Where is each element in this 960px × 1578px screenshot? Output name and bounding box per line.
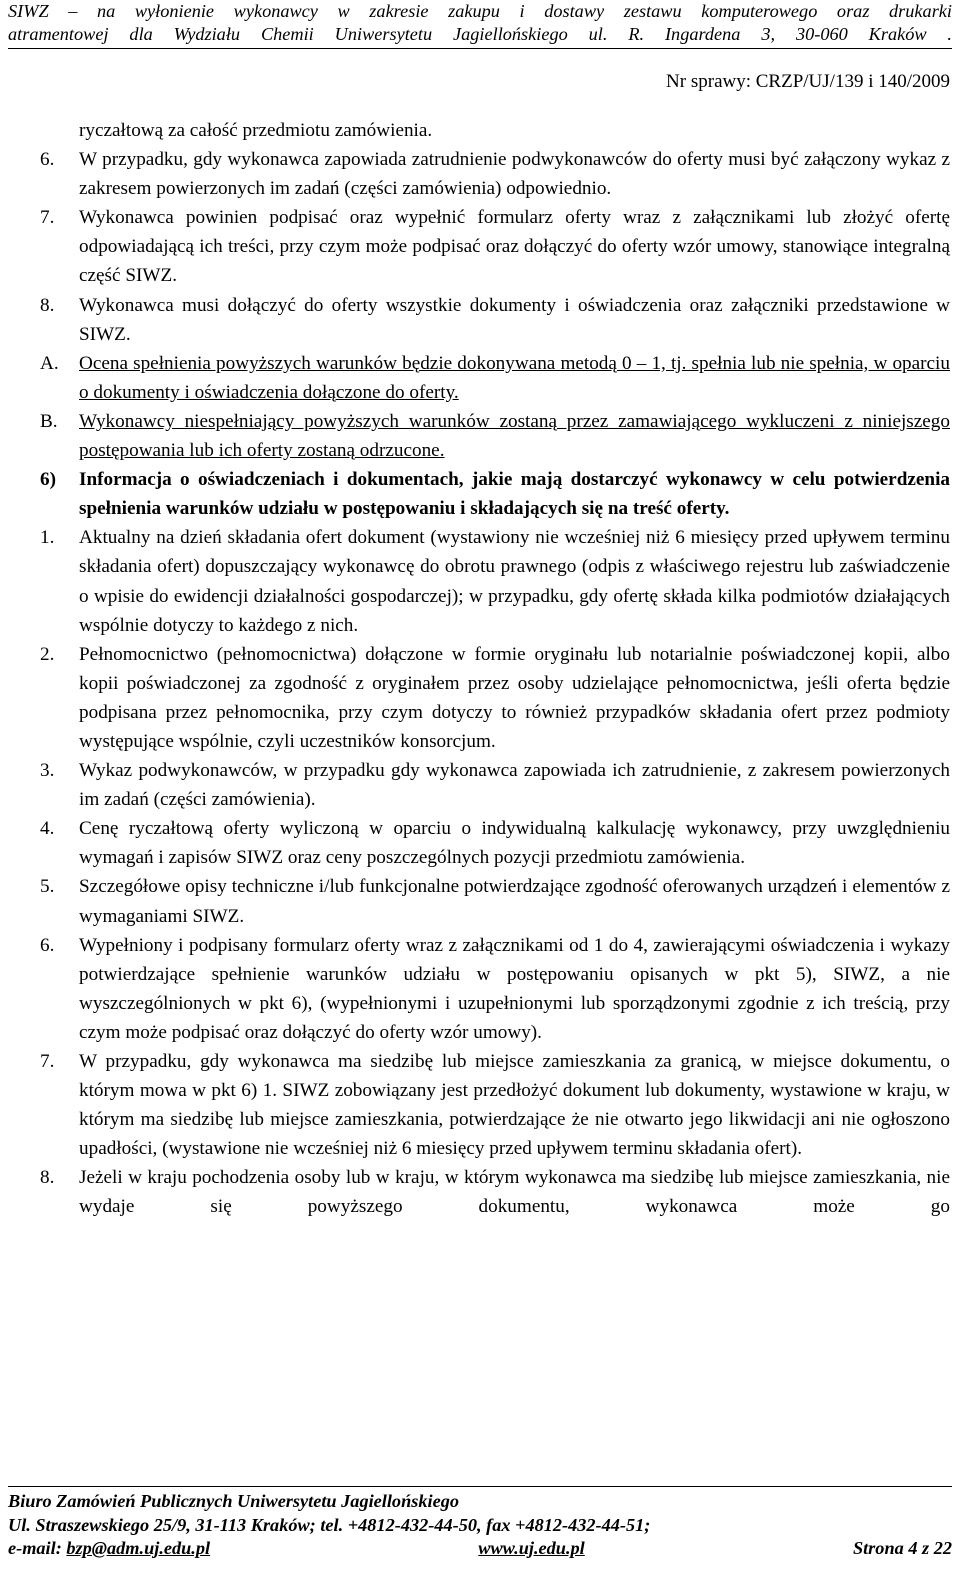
page-number: Strona 4 z 22 <box>852 1538 952 1558</box>
list-item <box>40 1047 950 1163</box>
item-number: 2. <box>40 643 55 665</box>
list-item <box>40 814 950 872</box>
item-text: Wykonawcy niespełniający powyższych warunków zostaną przez zamawiającego wykluczeni z niniejszego postępowania lub ich oferty zostaną odrzucone. <box>79 410 950 462</box>
item-number: 7. <box>40 207 55 229</box>
section-number: 6) <box>40 469 56 491</box>
item-number: 6. <box>40 934 55 956</box>
footer-email-label: e-mail: <box>8 1538 67 1558</box>
list-item <box>40 931 950 1047</box>
item-text: Wykonawca powinien podpisać oraz wypełnić formularz oferty wraz z załącznikami lub złożyć ofertę odpowiadającą ich treści, przy czym może podpisać oraz dołączyć do oferty wzór umowy, stanowiące integralną część SIWZ. <box>79 207 950 287</box>
item-text: Jeżeli w kraju pochodzenia osoby lub w kraju, w którym wykonawca ma siedzibę lub miejsce zamieszkania, nie wydaje się powyższego dokumentu, wykonawca może go <box>79 1167 950 1218</box>
item-number: 4. <box>40 818 55 840</box>
item-text: Aktualny na dzień składania ofert dokument (wystawiony nie wcześniej niż 6 miesięcy przed upływem terminu składania ofert) dopuszczający wykonawcę do obrotu prawnego (odpis z właściwego rejestru lub zaświadczenie o wpisie do ewidencji działalności gospodarczej); w przypadku, gdy ofertę składa kilka podmiotów działających wspólnie dotyczy to każdego z nich. <box>79 527 950 636</box>
list-item <box>40 523 950 639</box>
footer-contact-row <box>8 1537 952 1561</box>
section-heading-6 <box>40 465 950 523</box>
section-title: Informacja o oświadczeniach i dokumentach, jakie mają dostarczyć wykonawcy w celu potwierdzenia spełnienia warunków udziału w postępowaniu i składających się na treść oferty. <box>79 469 950 520</box>
item-text: Wykaz podwykonawców, w przypadku gdy wykonawca zapowiada ich zatrudnienie, z zakresem powierzonych im zadań (części zamówienia). <box>79 760 950 811</box>
list-item-a <box>40 349 950 407</box>
footer-rule <box>8 1486 952 1487</box>
item-text: Wypełniony i podpisany formularz oferty wraz z załącznikami od 1 do 4, zawierającymi oświadczenia i wykazy potwierdzające spełnienie warunków udziału w postępowaniu opisanych w pkt 5), SIWZ, a nie wyszczególnionych w pkt 6), (wypełnionymi i uzupełnionymi lub sporządzonymi zgodnie z ich treścią, przy czym może podpisać oraz dołączyć do oferty wzór umowy). <box>79 934 950 1043</box>
header-rule <box>8 48 952 49</box>
website-link[interactable]: www.uj.edu.pl <box>478 1538 585 1558</box>
list-item <box>40 1163 950 1221</box>
header-title-line-1: SIWZ – na wyłonienie wykonawcy w zakresie zakupu i dostawy zestawu komputerowego oraz drukarki <box>8 1 952 21</box>
item-text: Ocena spełnienia powyższych warunków będzie dokonywana metodą 0 – 1, tj. spełnia lub nie spełnia, w oparciu o dokumenty i oświadczenia dołączone do oferty. <box>79 352 950 403</box>
case-number: Nr sprawy: CRZP/UJ/139 i 140/2009 <box>666 71 950 92</box>
list-item <box>40 291 950 349</box>
list-item <box>40 640 950 756</box>
item-number: 8. <box>40 1167 55 1189</box>
document-body <box>40 116 950 1222</box>
item-text: Wykonawca musi dołączyć do oferty wszystkie dokumenty i oświadczenia oraz załączniki przedstawione w SIWZ. <box>79 294 950 345</box>
page-header <box>8 0 952 49</box>
list-item-b <box>40 407 950 465</box>
item-text: Cenę ryczałtową oferty wyliczoną w oparciu o indywidualną kalkulację wykonawcy, przy uwzględnieniu wymagań i zapisów SIWZ oraz ceny poszczególnych pozycji przedmiotu zamówienia. <box>79 818 950 869</box>
item-number: 1. <box>40 527 55 549</box>
footer-office-name: Biuro Zamówień Publicznych Uniwersytetu Jagiellońskiego <box>8 1491 459 1511</box>
list-item <box>40 872 950 930</box>
item-number: 3. <box>40 760 55 782</box>
list-item <box>40 756 950 814</box>
item-number: A. <box>40 352 59 374</box>
item-text: Pełnomocnictwo (pełnomocnictwa) dołączone w formie oryginału lub notarialnie poświadczonej kopii, albo kopii poświadczonej za zgodność z oryginałem przez osoby udzielające pełnomocnictwa, jeśli oferta będzie podpisana przez pełnomocnika, przy czym dotyczy to również przypadków składania ofert przez podmioty występujące wspólnie, czyli uczestników konsorcjum. <box>79 643 950 752</box>
footer-email-group <box>8 1537 210 1561</box>
list-item <box>40 145 950 203</box>
item-text: Szczegółowe opisy techniczne i/lub funkcjonalne potwierdzające zgodność oferowanych urządzeń i elementów z wymaganiami SIWZ. <box>79 876 950 927</box>
item-number: 5. <box>40 876 55 898</box>
email-link[interactable]: bzp@adm.uj.edu.pl <box>66 1538 211 1558</box>
page-footer <box>8 1486 952 1561</box>
item-text: W przypadku, gdy wykonawca ma siedzibę lub miejsce zamieszkania za granicą, w miejsce dokumentu, o którym mowa w pkt 6) 1. SIWZ zobowiązany jest przedłożyć dokument lub dokumenty, wystawione w kraju, w którym ma siedzibę lub miejsce zamieszkania, potwierdzające że nie otwarto jego likwidacji ani nie ogłoszono upadłości, (wystawione nie wcześniej niż 6 miesięcy przed upływem terminu składania ofert). <box>79 1051 950 1160</box>
footer-address: Ul. Straszewskiego 25/9, 31-113 Kraków; tel. +4812-432-44-50, fax +4812-432-44-51; <box>8 1514 651 1535</box>
list-item <box>40 203 950 290</box>
item-number: B. <box>40 410 58 432</box>
item-text: W przypadku, gdy wykonawca zapowiada zatrudnienie podwykonawców do oferty musi być załączony wykaz z zakresem powierzonych im zadań (części zamówienia) odpowiednio. <box>79 149 950 200</box>
item-number: 8. <box>40 294 55 316</box>
item-number: 7. <box>40 1051 55 1072</box>
header-title-line-2: atramentowej dla Wydziału Chemii Uniwersytetu Jagiellońskiego ul. R. Ingardena 3, 30-060 Kraków . <box>8 24 952 44</box>
continuation-text: ryczałtową za całość przedmiotu zamówienia. <box>79 120 433 141</box>
item-number: 6. <box>40 149 55 171</box>
